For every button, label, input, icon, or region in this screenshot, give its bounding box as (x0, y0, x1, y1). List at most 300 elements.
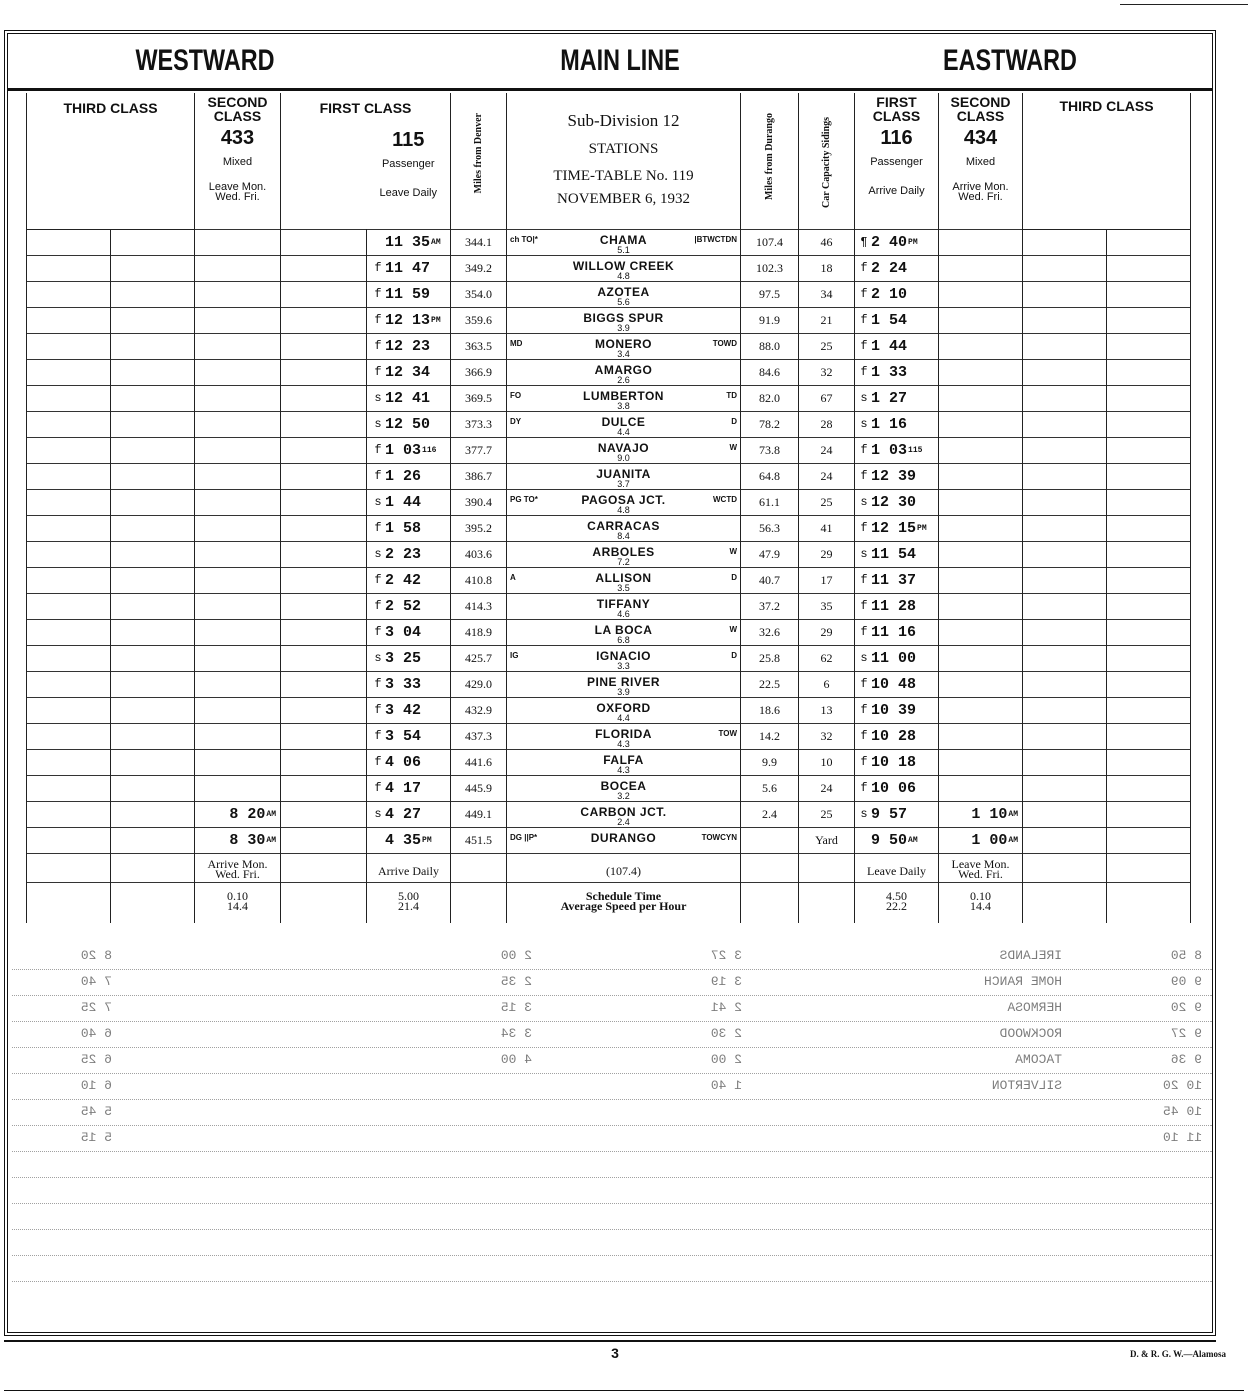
train-433-time: 8 30 (229, 831, 266, 849)
footer-stations (507, 853, 741, 882)
third-class-east-b (1107, 801, 1191, 827)
bleed-row (12, 996, 1212, 1022)
third-class-east-b (1107, 333, 1191, 359)
train-116-time: 2 10 (871, 285, 908, 303)
stop-flag: f (374, 469, 382, 483)
miles-from-denver: 363.5 (465, 338, 492, 353)
bleed-text: 2 35 (500, 974, 532, 989)
station-name: FLORIDA (595, 726, 652, 741)
third-class-west-a (27, 593, 111, 619)
car-capacity-header (799, 93, 855, 229)
miles-from-denver: 441.6 (465, 754, 492, 769)
third-class-west-a (27, 801, 111, 827)
miles-durango-cell (741, 255, 799, 281)
station-distance: 6.8 (617, 634, 630, 645)
third-class-east-header (1023, 93, 1191, 229)
am-pm-marker: AM (1008, 835, 1018, 845)
car-capacity-cell (799, 593, 855, 619)
train-116-cell (855, 567, 939, 593)
miles-denver-cell (451, 333, 507, 359)
train-433-arrive-note: Arrive Mon. Wed. Fri. (207, 857, 268, 881)
am-pm-marker: AM (908, 835, 918, 845)
third-class-west-b (111, 567, 195, 593)
stop-flag: f (374, 703, 382, 717)
footer-115-sched (367, 882, 451, 923)
table-row (27, 463, 1191, 489)
miles-durango-cell (741, 333, 799, 359)
speed-116: 22.2 (886, 898, 907, 913)
train-115-cell (367, 437, 451, 463)
train-116-cell (855, 333, 939, 359)
stop-flag: s (860, 417, 868, 431)
train-433-cell (195, 489, 281, 515)
bleed-row (12, 1230, 1212, 1256)
station-distance: 5.1 (617, 244, 630, 255)
printer-credit: D. & R. G. W.—Alamosa (1129, 1349, 1226, 1359)
footer-empty (741, 853, 799, 882)
footer-empty (799, 882, 855, 923)
train-434-cell (939, 645, 1023, 671)
stop-flag: s (860, 495, 868, 509)
third-class-west-a (27, 229, 111, 255)
miles-durango-header (741, 93, 799, 229)
bleed-through-area (12, 944, 1212, 1324)
train-115-time: 3 54 (385, 727, 422, 745)
subdivision-label: Sub-Division 12 (567, 111, 680, 130)
train-433-header (195, 93, 281, 229)
train-115-cell (367, 359, 451, 385)
car-capacity-cell (799, 541, 855, 567)
stop-flag: f (860, 755, 868, 769)
footer-empty (281, 853, 367, 882)
bleed-text: 3 27 (710, 948, 742, 963)
train-116-time: 10 48 (871, 675, 917, 693)
third-class-west-b (111, 255, 195, 281)
train-116-cell (855, 281, 939, 307)
train-434-number: 434 (963, 127, 998, 149)
miles-durango-cell (741, 697, 799, 723)
stop-flag: f (374, 625, 382, 639)
miles-from-denver: 418.9 (465, 624, 492, 639)
train-115-time: 11 47 (385, 259, 431, 277)
miles-durango-cell (741, 463, 799, 489)
miles-from-denver: 369.5 (465, 390, 492, 405)
train-433-type: Mixed (222, 156, 253, 168)
train-433-cell (195, 775, 281, 801)
stop-flag: s (374, 651, 382, 665)
bleed-row (12, 1178, 1212, 1204)
third-class-east-a (1023, 619, 1107, 645)
station-distance: 3.9 (617, 686, 630, 697)
station-distance: 4.3 (617, 764, 630, 775)
first-class-west-extra (281, 333, 367, 359)
car-capacity-cell (799, 333, 855, 359)
third-class-east-b (1107, 749, 1191, 775)
miles-from-denver: 395.2 (465, 520, 492, 535)
car-capacity-label: Car Capacity Sidings (821, 117, 832, 208)
station-cell (507, 593, 741, 619)
first-class-west-extra (281, 775, 367, 801)
third-class-east-b (1107, 437, 1191, 463)
table-row (27, 541, 1191, 567)
train-116-cell (855, 775, 939, 801)
station-right-code: D (731, 416, 737, 426)
table-row (27, 723, 1191, 749)
station-cell (507, 333, 741, 359)
third-class-east-a (1023, 255, 1107, 281)
station-right-code: D (731, 572, 737, 582)
third-class-west-a (27, 567, 111, 593)
first-class-west-extra (281, 801, 367, 827)
station-name: OXFORD (596, 700, 651, 715)
third-class-west-b (111, 775, 195, 801)
car-capacity: 32 (820, 728, 833, 743)
station-cell (507, 437, 741, 463)
car-capacity: 21 (820, 312, 833, 327)
third-class-west-a (27, 697, 111, 723)
page-edge-rule (4, 1390, 1244, 1391)
station-distance: 3.2 (617, 790, 630, 801)
train-115-cell (367, 281, 451, 307)
station-cell (507, 255, 741, 281)
train-434-cell (939, 749, 1023, 775)
car-capacity-cell (799, 515, 855, 541)
third-class-east-a (1023, 827, 1107, 853)
station-cell (507, 411, 741, 437)
bleed-text: TACOMA (1015, 1052, 1062, 1067)
train-115-time: 4 27 (385, 805, 422, 823)
stop-flag: f (374, 781, 382, 795)
car-capacity-cell (799, 385, 855, 411)
sched-115: 5.00 (398, 888, 419, 903)
stop-flag: f (860, 781, 868, 795)
first-class-west-extra (281, 489, 367, 515)
miles-from-denver: 366.9 (465, 364, 492, 379)
miles-from-denver: 386.7 (465, 468, 492, 483)
train-115-time: 2 23 (385, 545, 422, 563)
train-434-header (939, 93, 1023, 229)
train-116-time: 11 00 (871, 649, 917, 667)
timetable-date: NOVEMBER 6, 1932 (557, 191, 690, 207)
miles-from-durango: 102.3 (756, 260, 783, 275)
car-capacity-cell (799, 645, 855, 671)
third-class-east-b (1107, 385, 1191, 411)
third-class-west-b (111, 463, 195, 489)
train-433-cell (195, 281, 281, 307)
third-class-east-b (1107, 255, 1191, 281)
train-116-cell (855, 515, 939, 541)
header-rule (8, 88, 1212, 91)
third-class-east-a (1023, 801, 1107, 827)
station-name: PINE RIVER (586, 674, 660, 689)
third-class-east-b (1107, 723, 1191, 749)
car-capacity-cell (799, 697, 855, 723)
table-row (27, 593, 1191, 619)
third-class-east-a (1023, 489, 1107, 515)
bleed-text: 9 09 (1170, 974, 1202, 989)
train-115-time: 4 17 (385, 779, 422, 797)
station-right-code: WCTD (713, 494, 737, 504)
station-left-code: FO (510, 390, 522, 400)
car-capacity-cell (799, 567, 855, 593)
train-433-cell (195, 801, 281, 827)
bleed-text: 2 41 (710, 1000, 742, 1015)
bleed-text: 9 27 (1170, 1026, 1202, 1041)
stop-flag: f (374, 261, 382, 275)
train-115-time: 4 35 (385, 831, 422, 849)
train-116-time: 1 33 (871, 363, 908, 381)
station-cell (507, 645, 741, 671)
third-class-west-a (27, 775, 111, 801)
stop-flag: f (860, 521, 868, 535)
miles-durango-cell (741, 359, 799, 385)
table-row (27, 801, 1191, 827)
miles-from-durango: 61.1 (759, 494, 780, 509)
third-class-east-a (1023, 281, 1107, 307)
miles-denver-cell (451, 437, 507, 463)
miles-from-durango: 2.4 (762, 806, 777, 821)
am-pm-marker: 116 (422, 445, 437, 455)
bleed-row (12, 1256, 1212, 1282)
miles-from-durango: 14.2 (759, 728, 780, 743)
third-class-east-b (1107, 307, 1191, 333)
miles-durango-cell (741, 411, 799, 437)
third-class-west-b (111, 281, 195, 307)
stations-header (507, 93, 741, 229)
station-name: ALLISON (595, 570, 652, 585)
station-name: BIGGS SPUR (583, 310, 664, 325)
first-class-west-extra (281, 229, 367, 255)
miles-denver-cell (451, 723, 507, 749)
car-capacity: 25 (820, 338, 833, 353)
train-115-cell (367, 463, 451, 489)
station-distance: 2.6 (617, 374, 630, 385)
train-115-cell (367, 255, 451, 281)
train-433-cell (195, 723, 281, 749)
train-115-arrive-note: Arrive Daily (378, 863, 439, 878)
table-row (27, 567, 1191, 593)
third-class-west-b (111, 619, 195, 645)
station-name: DURANGO (590, 830, 657, 845)
schedule-time-label: Schedule Time (585, 888, 662, 903)
car-capacity-cell (799, 723, 855, 749)
third-class-west-a (27, 307, 111, 333)
train-116-leave-note: Leave Daily (867, 863, 926, 878)
train-116-time: 12 30 (871, 493, 917, 511)
train-116-cell (855, 229, 939, 255)
miles-from-denver: 390.4 (465, 494, 492, 509)
train-116-time: 10 18 (871, 753, 917, 771)
train-115-leave: Leave Daily (379, 187, 437, 199)
stations-label: STATIONS (588, 141, 659, 157)
train-434-cell (939, 437, 1023, 463)
train-116-cell (855, 697, 939, 723)
miles-denver-cell (451, 463, 507, 489)
main-line-heading: MAIN LINE (560, 44, 680, 77)
station-distance: 3.9 (617, 322, 630, 333)
header-row (27, 93, 1191, 229)
train-116-time: 10 06 (871, 779, 917, 797)
miles-from-denver: 445.9 (465, 780, 492, 795)
third-class-west-b (111, 489, 195, 515)
station-distance: 4.8 (617, 504, 630, 515)
miles-denver-cell (451, 619, 507, 645)
train-115-cell (367, 697, 451, 723)
car-capacity: 13 (820, 702, 833, 717)
train-116-cell (855, 359, 939, 385)
first-class-west-extra (281, 255, 367, 281)
train-115-cell (367, 593, 451, 619)
third-class-west-a (27, 255, 111, 281)
third-class-west-b (111, 541, 195, 567)
third-class-east-a (1023, 775, 1107, 801)
train-115-time: 2 42 (385, 571, 422, 589)
bleed-text: 5 15 (80, 1130, 112, 1145)
table-row (27, 229, 1191, 255)
station-left-code: PG TO* (510, 494, 538, 504)
car-capacity: 6 (823, 676, 830, 691)
miles-from-denver: 354.0 (465, 286, 492, 301)
station-cell (507, 567, 741, 593)
third-class-west-b (111, 645, 195, 671)
train-115-cell (367, 749, 451, 775)
station-left-code: IG (510, 650, 519, 660)
car-capacity: 46 (820, 234, 833, 249)
train-433-cell (195, 645, 281, 671)
third-class-east-a (1023, 229, 1107, 255)
miles-durango-cell (741, 229, 799, 255)
first-class-west-extra (281, 437, 367, 463)
train-116-time: 1 16 (871, 415, 908, 433)
footer-115 (367, 853, 451, 882)
train-433-cell (195, 697, 281, 723)
stop-flag: s (374, 547, 382, 561)
station-distance: 4.4 (617, 712, 630, 723)
third-class-east-b (1107, 645, 1191, 671)
station-left-code: MD (510, 338, 523, 348)
bleed-text: 7 25 (80, 1000, 112, 1015)
station-cell (507, 827, 741, 853)
third-class-east-b (1107, 541, 1191, 567)
station-right-code: W (729, 624, 737, 634)
stop-flag: f (374, 443, 382, 457)
table-row (27, 671, 1191, 697)
train-434-cell (939, 255, 1023, 281)
table-row (27, 775, 1191, 801)
station-left-code: ch TO|* (510, 234, 538, 244)
footer-note-row (27, 853, 1191, 882)
miles-denver-cell (451, 541, 507, 567)
stop-flag: s (374, 807, 382, 821)
miles-from-durango: 73.8 (759, 442, 780, 457)
total-miles: (107.4) (606, 863, 641, 878)
miles-from-durango: 82.0 (759, 390, 780, 405)
bleed-text: 10 20 (1162, 1078, 1202, 1093)
miles-denver-cell (451, 255, 507, 281)
stop-flag: f (860, 599, 868, 613)
miles-from-durango: 88.0 (759, 338, 780, 353)
miles-denver-cell (451, 749, 507, 775)
first-class-west-extra (281, 567, 367, 593)
stop-flag: f (374, 365, 382, 379)
miles-from-durango: 9.9 (762, 754, 777, 769)
station-name: MONERO (595, 336, 652, 351)
third-class-east-b (1107, 463, 1191, 489)
third-class-west-a (27, 541, 111, 567)
first-class-west-extra (281, 307, 367, 333)
car-capacity: 18 (820, 260, 833, 275)
station-cell (507, 723, 741, 749)
car-capacity: 62 (820, 650, 833, 665)
bleed-text: 8 20 (80, 948, 112, 963)
miles-denver-cell (451, 567, 507, 593)
stop-flag: s (860, 547, 868, 561)
train-116-time: 2 40 (871, 233, 908, 251)
station-distance: 8.4 (617, 530, 630, 541)
train-116-cell (855, 437, 939, 463)
footer-empty (1107, 853, 1191, 882)
train-433-cell (195, 619, 281, 645)
train-116-cell (855, 801, 939, 827)
miles-from-denver: 410.8 (465, 572, 492, 587)
third-class-east-a (1023, 567, 1107, 593)
footer-empty (27, 882, 111, 923)
train-115-type: Passenger (381, 158, 435, 170)
train-115-time: 12 23 (385, 337, 431, 355)
third-class-label: THIRD CLASS (63, 100, 158, 116)
footer-empty (27, 853, 111, 882)
train-116-cell (855, 671, 939, 697)
bleed-row (12, 1204, 1212, 1230)
train-433-cell (195, 541, 281, 567)
third-class-east-b (1107, 229, 1191, 255)
station-distance: 9.0 (617, 452, 630, 463)
car-capacity: 24 (820, 780, 833, 795)
train-433-cell (195, 463, 281, 489)
train-434-cell (939, 359, 1023, 385)
station-name: AZOTEA (597, 284, 650, 299)
station-name: AMARGO (594, 362, 653, 377)
miles-denver-cell (451, 411, 507, 437)
footer-empty (1023, 882, 1107, 923)
avg-speed-label: Average Speed per Hour (560, 898, 687, 913)
stop-flag: f (374, 755, 382, 769)
train-116-cell (855, 749, 939, 775)
third-class-east-a (1023, 749, 1107, 775)
miles-denver-cell (451, 697, 507, 723)
miles-from-durango: 64.8 (759, 468, 780, 483)
footer-empty (111, 853, 195, 882)
first-class-west-extra (281, 463, 367, 489)
train-434-cell (939, 411, 1023, 437)
bleed-row (12, 1074, 1212, 1100)
train-116-time: 11 54 (871, 545, 917, 563)
bleed-text: 2 30 (710, 1026, 742, 1041)
car-capacity-cell (799, 307, 855, 333)
car-capacity: Yard (815, 832, 838, 847)
table-row (27, 333, 1191, 359)
footer-116-sched (855, 882, 939, 923)
miles-durango-cell (741, 307, 799, 333)
miles-from-denver: 437.3 (465, 728, 492, 743)
station-cell (507, 229, 741, 255)
stop-flag: f (374, 729, 382, 743)
table-row (27, 749, 1191, 775)
car-capacity: 29 (820, 546, 833, 561)
third-class-west-a (27, 333, 111, 359)
train-434-cell (939, 229, 1023, 255)
miles-denver-cell (451, 645, 507, 671)
